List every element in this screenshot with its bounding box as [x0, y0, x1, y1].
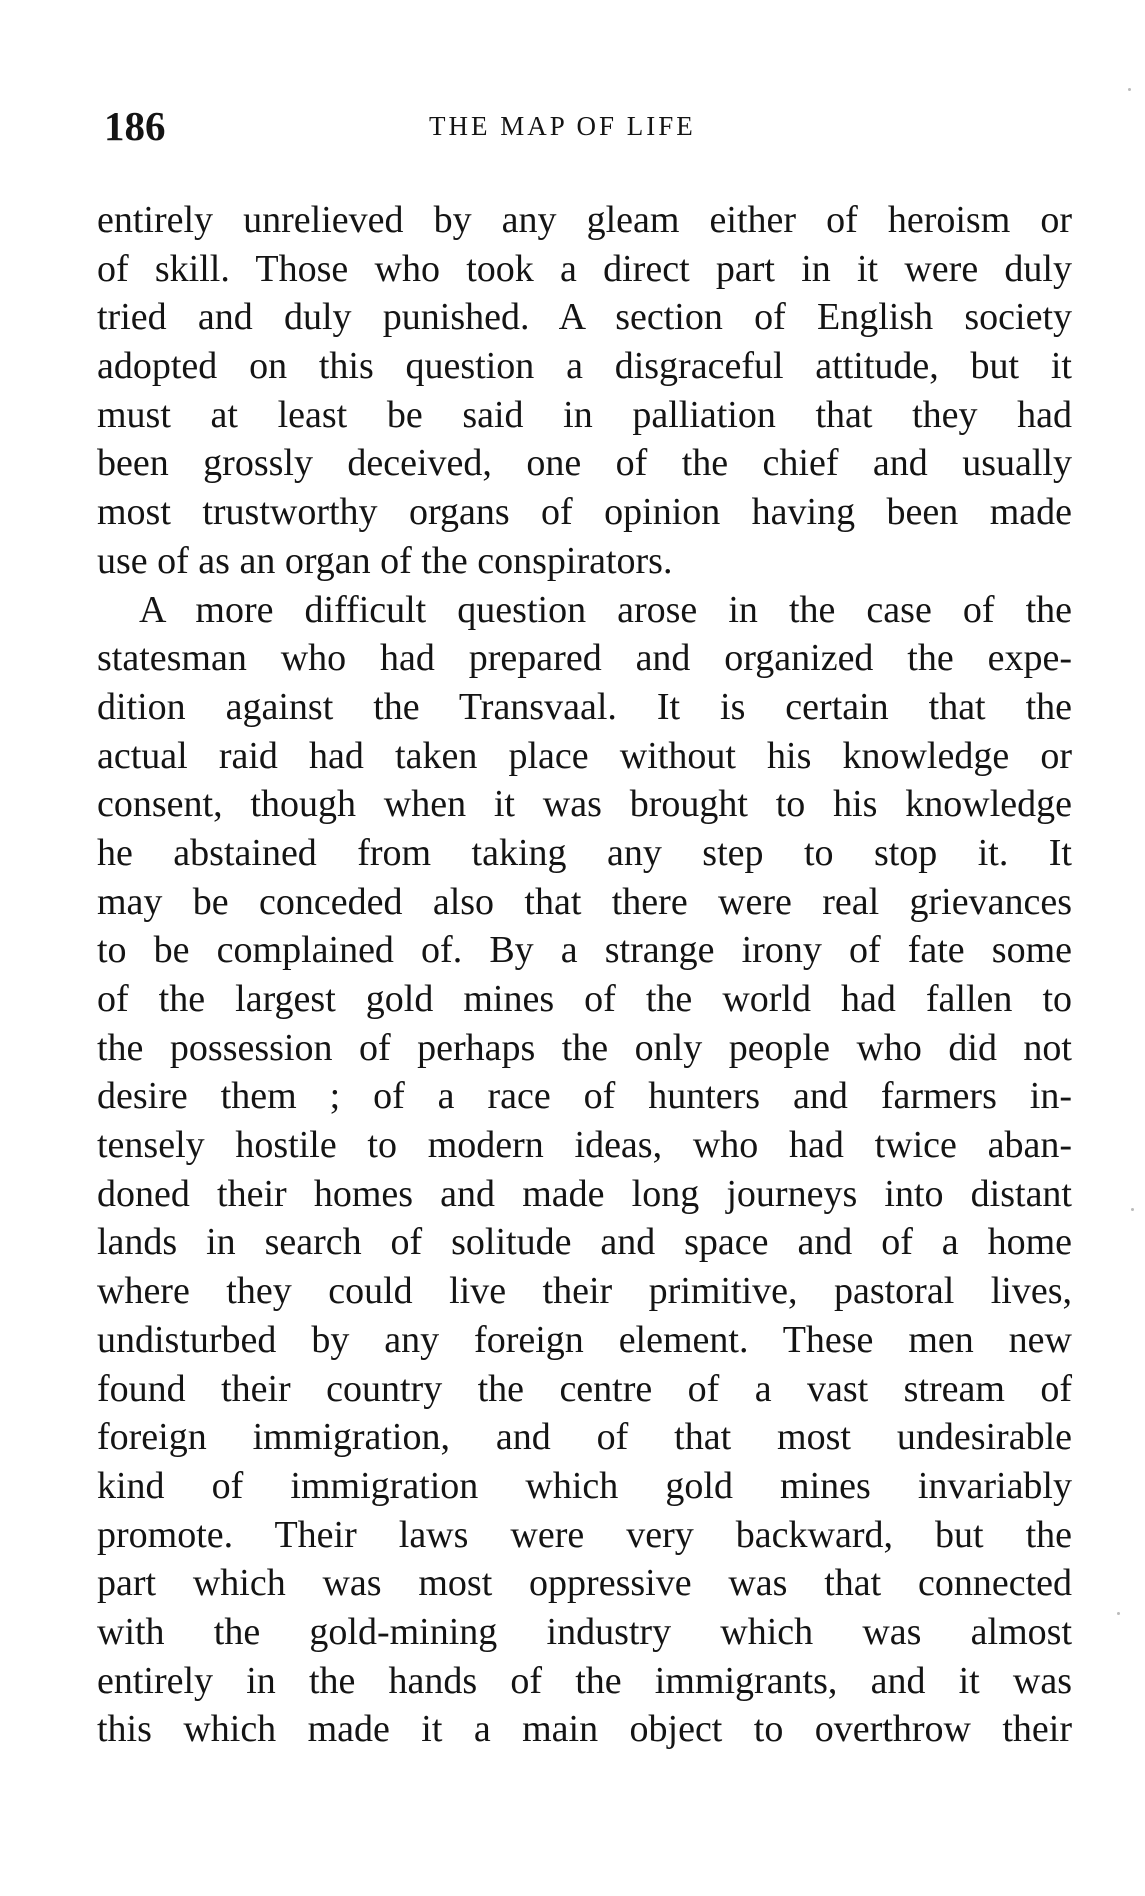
- text-line: may be conceded also that there were real grievances: [97, 880, 1072, 923]
- text-line: found their country the centre of a vast stream of: [97, 1367, 1072, 1410]
- text-line: kind of immigration which gold mines invariably: [97, 1464, 1072, 1507]
- text-line: tried and duly punished. A section of English society: [97, 296, 1072, 339]
- text-line: part which was most oppressive was that connected: [97, 1562, 1072, 1605]
- text-line: consent, though when it was brought to his knowledge: [97, 783, 1072, 826]
- text-line: must at least be said in palliation that they had: [97, 393, 1072, 436]
- text-line: statesman who had prepared and organized the expe-: [97, 637, 1072, 680]
- paragraph-2: [97, 586, 1072, 1755]
- text-line: use of as an organ of the conspirators.: [97, 539, 673, 582]
- text-line: dition against the Transvaal. It is certain that the: [97, 685, 1072, 728]
- text-line: actual raid had taken place without his knowledge or: [97, 734, 1072, 777]
- text-line: adopted on this question a disgraceful attitude, but it: [97, 345, 1072, 388]
- print-speck: [1117, 1612, 1120, 1615]
- text-line: where they could live their primitive, pastoral lives,: [97, 1270, 1072, 1313]
- text-line: promote. Their laws were very backward, but the: [97, 1513, 1072, 1556]
- text-line: undisturbed by any foreign element. These men new: [97, 1318, 1072, 1361]
- page-number: 186: [104, 103, 166, 149]
- text-line: the possession of perhaps the only people who did not: [97, 1026, 1072, 1069]
- text-line: desire them ; of a race of hunters and farmers in-: [97, 1075, 1072, 1118]
- text-line: this which made it a main object to overthrow their: [97, 1708, 1072, 1751]
- text-line: doned their homes and made long journeys into distant: [97, 1172, 1072, 1215]
- paragraph-1: [97, 196, 1072, 586]
- text-line: most trustworthy organs of opinion having been made: [97, 491, 1072, 534]
- body-text: [97, 196, 1072, 1754]
- print-speck: [1131, 1208, 1134, 1211]
- text-line: he abstained from taking any step to stop it. It: [97, 831, 1072, 874]
- text-line: entirely unrelieved by any gleam either of heroism or: [97, 199, 1072, 241]
- text-line: A more difficult question arose in the case of the: [139, 588, 1072, 631]
- text-line: of skill. Those who took a direct part in it were duly: [97, 247, 1072, 290]
- text-line: tensely hostile to modern ideas, who had twice aban-: [97, 1124, 1072, 1167]
- text-line: to be complained of. By a strange irony of fate some: [97, 929, 1072, 972]
- print-speck: [1128, 88, 1131, 91]
- text-line: with the gold-mining industry which was almost: [97, 1610, 1072, 1653]
- text-line: lands in search of solitude and space and of a home: [97, 1221, 1072, 1264]
- running-head: [104, 100, 1074, 152]
- text-line: foreign immigration, and of that most undesirable: [97, 1416, 1072, 1459]
- text-line: been grossly deceived, one of the chief and usually: [97, 442, 1072, 485]
- text-line: of the largest gold mines of the world had fallen to: [97, 978, 1072, 1020]
- text-line: entirely in the hands of the immigrants, and it was: [97, 1659, 1072, 1702]
- running-title: THE MAP OF LIFE: [429, 111, 696, 141]
